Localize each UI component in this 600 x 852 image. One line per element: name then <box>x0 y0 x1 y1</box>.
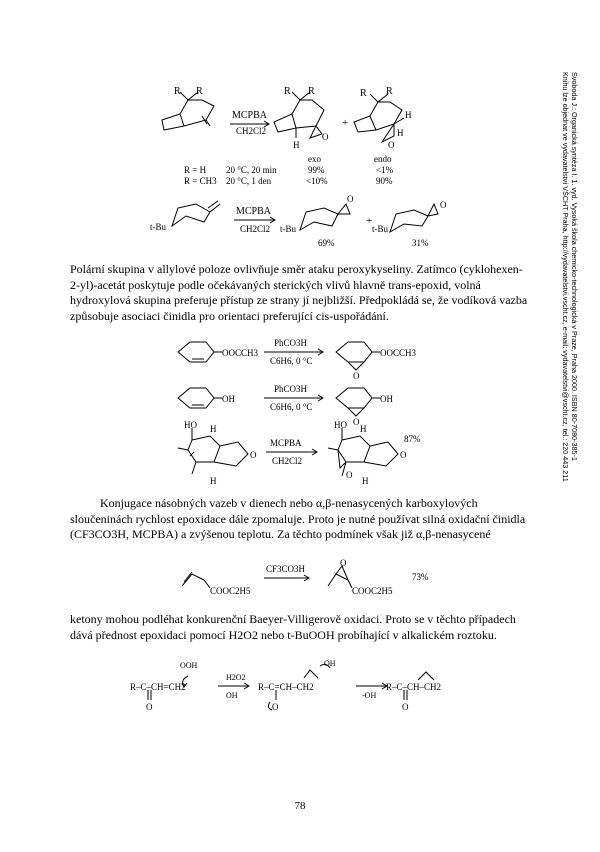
plus-sign: + <box>342 117 349 129</box>
h-label: H <box>293 140 300 150</box>
substrate-formula: R–C–CH=CH2 <box>130 682 186 692</box>
substrate-group: COOC2H5 <box>210 586 251 596</box>
solvent-label: CH2Cl2 <box>272 456 303 466</box>
para2-line2: sloučeninách rychlost epoxidace dále zpomaluje. Proto je nutné používat silná oxidační činidla <box>70 511 526 526</box>
conditions-label: C6H6, 0 °C <box>270 356 313 366</box>
solvent-label: CH2Cl2 <box>236 126 267 136</box>
yield-label: 73% <box>412 572 429 582</box>
product-group: COOC2H5 <box>352 586 393 596</box>
h-label: H <box>362 476 369 486</box>
ooh-label: OOH <box>180 661 198 670</box>
o-label: O <box>353 417 360 427</box>
o-label: O <box>250 450 257 460</box>
o-label: O <box>440 200 447 210</box>
conditions-label: C6H6, 0 °C <box>270 402 313 412</box>
paragraph-conjugation <box>70 496 532 543</box>
scheme-cyclohexenyl-epoxidation <box>170 334 470 434</box>
para1-line1: Polární skupina v allylové poloze ovlivňuje směr ataku peroxykyseliny. Zatímco (cyklohexen- <box>70 262 523 276</box>
scheme-bicyclic-epoxidation <box>170 420 470 490</box>
para1-line2: 2-yl)-acetát poskytuje podle očekávaných sterických vlivů hlavně trans-epoxid, volná <box>70 277 481 292</box>
enolate-o: O <box>272 702 279 712</box>
intermediate-formula: R–C=CH–CH2 <box>258 682 314 692</box>
row1-exo: 99% <box>308 165 325 175</box>
scheme-methylenecyclohexane <box>150 192 470 252</box>
reagent-phco3h: PhCO3H <box>274 384 308 394</box>
product2-group: OH <box>380 394 393 404</box>
para3-line1: ketony mohou podléhat konkurenční Baeyer-Villigerově oxidaci. Proto se v těchto případech <box>70 612 516 626</box>
r-label: R <box>386 86 393 97</box>
r-label: R <box>284 86 291 97</box>
o-label: O <box>346 470 353 480</box>
carbonyl-o: O <box>146 702 153 712</box>
oh-label: OH <box>324 659 336 668</box>
scheme-nucleophilic-epoxidation <box>130 656 470 716</box>
reagent-mcpba: MCPBA <box>232 110 268 121</box>
leaving-oh: -OH <box>362 691 377 700</box>
substrate2-group: OH <box>222 394 235 404</box>
tbu-label: t-Bu <box>150 222 167 232</box>
o-label: O <box>340 558 347 568</box>
r-label: R <box>308 86 315 97</box>
row1-cond: R = H <box>184 165 207 175</box>
side-note-line2: Knihu lze objednat ve vydavatelství VŠCHT Praha, http://vydavatelstvi.vscht.cz, e-mail: vydavatelstvi@vscht.cz, tel.: 220 443 211 <box>561 72 570 482</box>
reagent-phco3h: PhCO3H <box>274 338 308 348</box>
scheme-norbornene-epoxidation <box>150 82 480 192</box>
reagent-h2o2: H2O2 <box>226 673 246 682</box>
row2-temp: 20 °C, 1 den <box>226 176 272 186</box>
para3-line2: dává přednost epoxidaci pomocí H2O2 nebo t-BuOOH probíhající v alkalickém roztoku. <box>70 627 497 642</box>
o-label: O <box>322 132 329 142</box>
r-label: R <box>196 86 203 97</box>
row1-temp: 20 °C, 20 min <box>226 165 277 175</box>
h-label: H <box>210 424 217 434</box>
page-number: 78 <box>294 800 306 812</box>
h-label: H <box>397 128 404 138</box>
product-carbonyl-o: O <box>402 702 409 712</box>
para1-line3: hydroxylová skupina preferuje přístup ze strany jí nejbližší. Předpokládá se, že vodíková vazba <box>70 293 528 308</box>
row2-cond: R = CH3 <box>184 176 217 186</box>
paragraph-baeyer-villiger <box>70 612 532 643</box>
product1-group: OOCCH3 <box>380 348 417 358</box>
h-label: H <box>210 476 217 486</box>
solvent-label: CH2Cl2 <box>240 224 271 234</box>
tbu-label: t-Bu <box>280 224 297 234</box>
exo-label: exo <box>308 154 321 164</box>
h-label: H <box>360 424 367 434</box>
o-label: O <box>400 450 407 460</box>
row1-endo: <1% <box>376 165 394 175</box>
o-label: O <box>388 140 395 150</box>
paragraph-allylic-polar-group <box>70 262 532 324</box>
yield2: 31% <box>412 238 429 248</box>
reagent-oh: OH <box>226 691 238 700</box>
scheme-unsaturated-ester <box>180 558 460 602</box>
r-label: R <box>360 88 367 99</box>
product-formula: R–C–CH–CH2 <box>386 682 442 692</box>
reagent-mcpba: MCPBA <box>270 438 302 448</box>
reagent-cf3co3h: CF3CO3H <box>266 564 306 574</box>
h-label: H <box>405 110 412 120</box>
ho-label: HO <box>334 420 347 430</box>
side-note <box>561 72 579 852</box>
row2-endo: 90% <box>376 176 393 186</box>
tbu-label: t-Bu <box>372 224 389 234</box>
yield-label: 87% <box>404 434 421 444</box>
para1-line4: způsobuje asociaci činidla pro orientaci preferující cis-uspořádání. <box>70 308 389 323</box>
row2-exo: <10% <box>306 176 328 186</box>
o-label: O <box>347 194 354 204</box>
plus-sign: + <box>366 215 373 227</box>
o-label: O <box>353 371 360 381</box>
para2-line3: (CF3CO3H, MCPBA) a zvýšenou teplotu. Za těchto podmínek však již α,β-nenasycené <box>70 527 491 542</box>
reagent-mcpba: MCPBA <box>236 206 272 217</box>
r-label: R <box>174 86 181 97</box>
ho-label: HO <box>184 420 197 430</box>
endo-label: endo <box>374 154 392 164</box>
side-note-line1: Svoboda J.: Organická syntéza I. 1. vyd. Vysoká škola chemicko-technologická v Praze, Praha 2000. ISBN 80-7080-385-1 <box>570 72 579 461</box>
substrate1-group: OOCCH3 <box>222 348 259 358</box>
para2-line1: Konjugace násobných vazeb v dienech nebo α,β-nenasycených karboxylových <box>100 496 478 510</box>
yield1: 69% <box>318 238 335 248</box>
